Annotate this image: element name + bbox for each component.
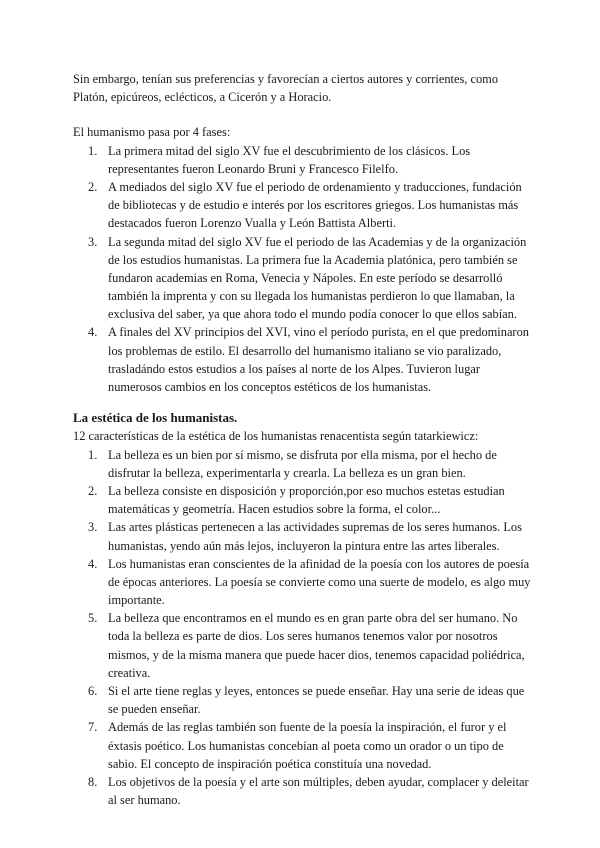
text-line: exclusiva del saber, ya que ahora todo el mundo podía conocer lo que ellos sabían.	[108, 307, 517, 322]
text-line: numerosos cambios en los conceptos estéticos de los humanistas.	[108, 380, 432, 394]
text-line: de los estudios humanistas. La primera fue la Academia platónica, pero también se	[108, 252, 518, 267]
text-line: Los objetivos de la poesía y el arte son múltiples, deben ayudar, complacer y deleitar	[108, 774, 529, 789]
text-line: fundaron academias en Roma, Venecia y Nápoles. En este período se desarrolló	[108, 270, 503, 285]
list-number: 6.	[88, 684, 98, 698]
text-line: destacados fueron Lorenzo Vualla y León Battista Alberti.	[108, 216, 397, 231]
text-line: Platón, epicúreos, eclécticos, a Cicerón y a Horacio.	[73, 90, 332, 105]
list-number: 7.	[88, 720, 98, 735]
text-line: La segunda mitad del siglo XV fue el periodo de las Academias y de la organización	[108, 234, 527, 249]
section-heading: La estética de los humanistas.	[73, 410, 238, 426]
text-line: representantes fueron Leonardo Bruni y Francesco Filelfo.	[108, 161, 399, 176]
list-item	[73, 609, 543, 682]
text-line: Además de las reglas también son fuente de la poesía la inspiración, el furor y el	[108, 720, 507, 735]
text-line: Los humanistas eran conscientes de la afinidad de la poesía con los autores de poesía	[108, 556, 530, 571]
text-line: La belleza que encontramos en el mundo es en gran parte obra del ser humano. No	[108, 611, 518, 626]
text-line: La belleza es un bien por sí mismo, se disfruta por ella misma, por el hecho de	[108, 447, 497, 462]
list-item	[73, 446, 543, 482]
aesthetics-list	[73, 446, 543, 810]
list-number: 4.	[88, 325, 98, 340]
list-number: 2.	[88, 179, 98, 194]
text-line: trasladándo estos estudios a los países al norte de los Alpes. Tuvieron lugar	[108, 361, 481, 376]
text-line: matemáticas y geometría. Hacen estudios sobre la forma, el color...	[108, 502, 441, 517]
text-line: Las artes plásticas pertenecen a las actividades supremas de los seres humanos. Los	[108, 520, 522, 535]
list-item	[73, 518, 543, 554]
phases-lead: El humanismo pasa por 4 fases:	[73, 125, 231, 140]
text-line: La belleza consiste en disposición y proporción,por eso muchos estetas estudian	[108, 483, 505, 498]
list-item	[73, 482, 543, 518]
phases-list	[73, 142, 543, 397]
list-item	[73, 682, 543, 718]
list-number: 4.	[88, 556, 98, 571]
text-line: humanistas, yendo aún más lejos, incluyeron la pintura entre las artes liberales.	[108, 538, 500, 553]
list-number: 3.	[88, 234, 98, 249]
document-page	[73, 70, 543, 809]
text-line: creativa.	[108, 665, 151, 680]
text-line: A mediados del siglo XV fue el periodo de ordenamiento y traducciones, fundación	[108, 179, 522, 194]
text-line: La primera mitad del siglo XV fue el descubrimiento de los clásicos. Los	[108, 143, 471, 158]
text-line: al ser humano.	[108, 793, 181, 808]
text-line: también la imprenta y con su llegada los humanistas perdieron lo que llamaban, la	[108, 289, 515, 304]
text-line: Sin embargo, tenían sus preferencias y favorecían a ciertos autores y corrientes, como	[73, 72, 499, 86]
list-item	[73, 323, 543, 396]
text-line: se pueden enseñar.	[108, 702, 201, 717]
text-line: toda la belleza es parte de dios. Los seres humanos tenemos valor por nosotros	[108, 629, 498, 644]
list-number: 3.	[88, 520, 98, 535]
list-number: 1.	[88, 143, 98, 158]
text-line: éxtasis poético. Los humanistas concebían al poeta como un orador o un tipo de	[108, 738, 504, 753]
intro-paragraph	[73, 70, 543, 106]
text-line: de épocas anteriores. La poesía se convierte como una suerte de modelo, es algo muy	[108, 574, 531, 589]
list-item	[73, 555, 543, 610]
text-line: A finales del XV principios del XVI, vino el período purista, en el que predominaron	[108, 325, 529, 340]
text-line: mismos, y de la misma manera que puede hacer dios, tenemos capacidad poliédrica,	[108, 647, 525, 662]
text-line: de bibliotecas y de estudio e interés por los escritores griegos. Los humanistas más	[108, 198, 519, 213]
list-number: 5.	[88, 611, 98, 626]
text-line: los problemas de estilo. El desarrollo del humanismo italiano se vio paralizado,	[108, 343, 502, 358]
list-item	[73, 178, 543, 233]
list-number: 8.	[88, 774, 98, 789]
list-item	[73, 142, 543, 178]
text-line: disfrutar la belleza, experimentarla y crearla. La belleza es un gran bien.	[108, 465, 466, 480]
list-item	[73, 773, 543, 809]
aesthetics-lead: 12 características de la estética de los humanistas renacentista según tatarkiewicz:	[73, 429, 479, 444]
text-line: sabio. El concepto de inspiración poética constituía una novedad.	[108, 756, 432, 771]
list-number: 1.	[88, 447, 98, 462]
list-item	[73, 233, 543, 324]
list-number: 2.	[88, 483, 98, 498]
text-line: Si el arte tiene reglas y leyes, entonces se puede enseñar. Hay una serie de ideas que	[108, 684, 525, 698]
list-item	[73, 718, 543, 773]
text-line: importante.	[108, 593, 165, 608]
